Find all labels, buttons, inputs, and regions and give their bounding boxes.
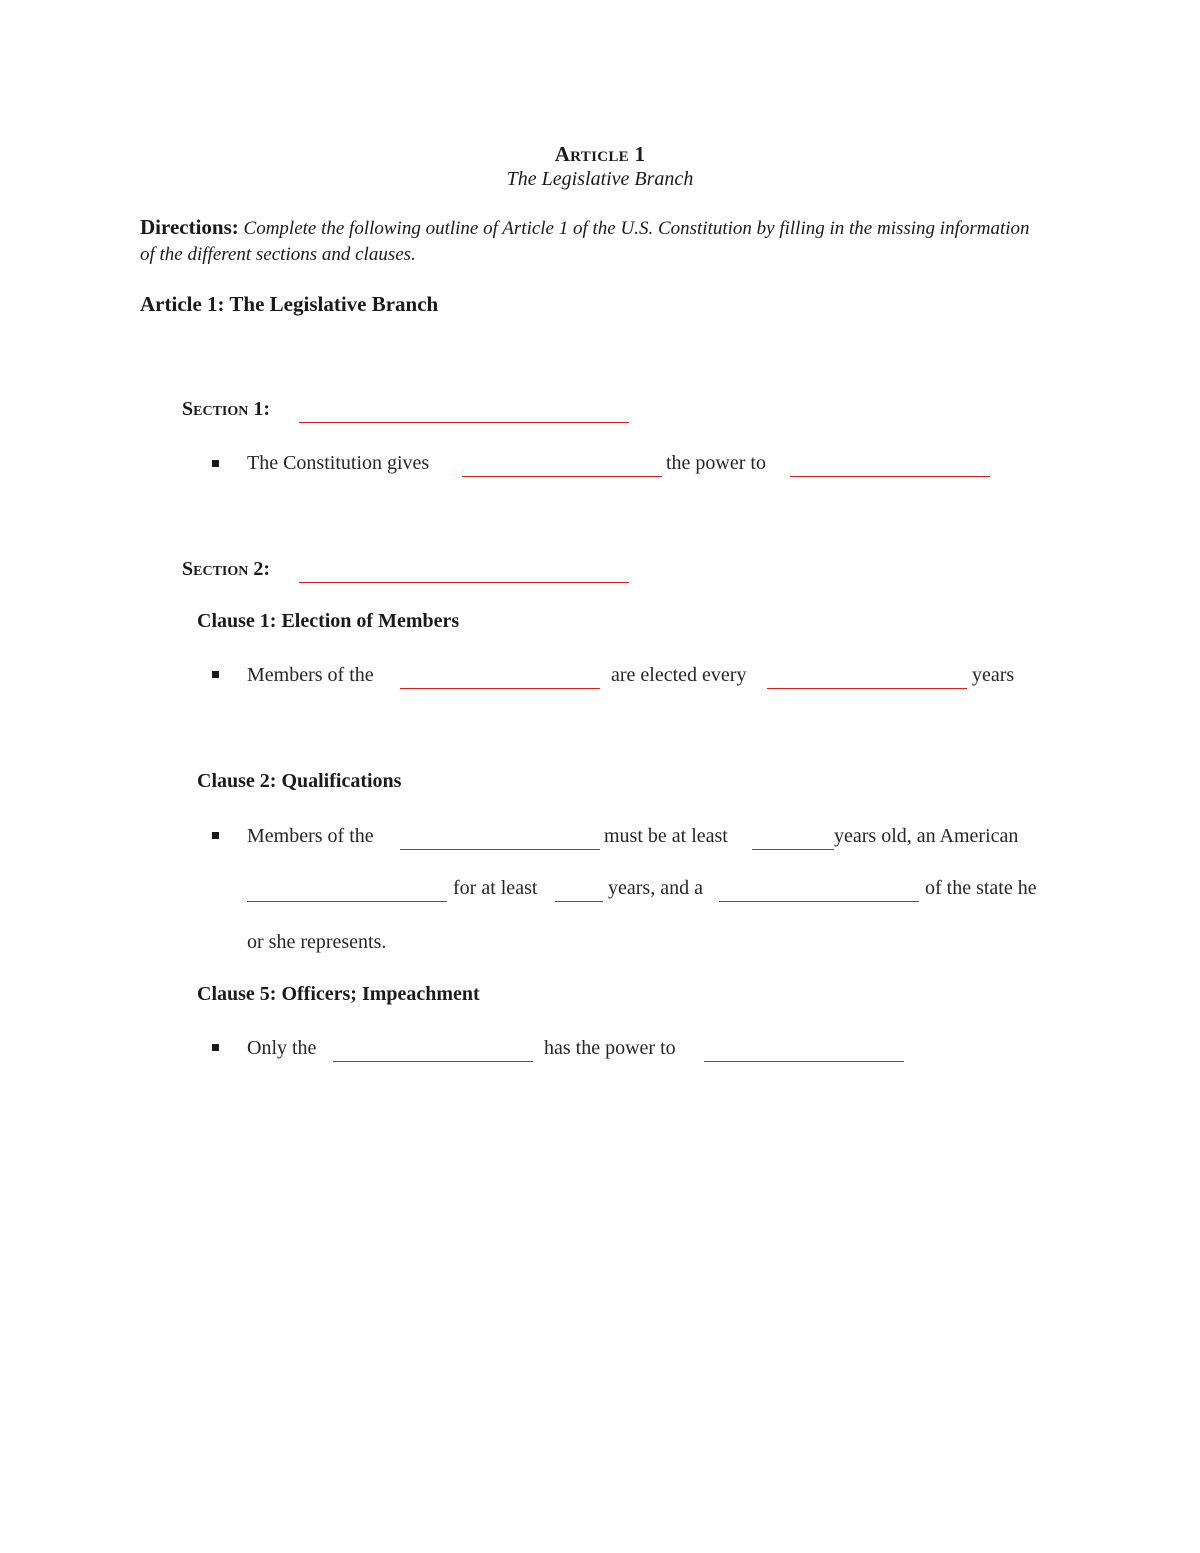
clause2-text2: must be at least <box>604 825 728 847</box>
clause5-blank-house[interactable] <box>333 1041 533 1062</box>
clause1-text2: are elected every <box>611 664 747 686</box>
section1-title-blank[interactable] <box>299 402 629 423</box>
clause1-text3: years <box>972 664 1015 686</box>
clause2-text1: Members of the <box>247 825 374 847</box>
clause1-blank-years[interactable] <box>767 668 967 689</box>
clause1-blank-house[interactable] <box>400 668 600 689</box>
section1-bullet-text2: the power to <box>666 452 766 474</box>
clause1-title: Clause 1: Election of Members <box>197 610 460 632</box>
clause5-title: Clause 5: Officers; Impeachment <box>197 983 480 1005</box>
clause2-blank-citizen[interactable] <box>247 881 447 902</box>
bullet-icon <box>212 832 219 839</box>
bullet-icon <box>212 671 219 678</box>
clause2-blank-house[interactable] <box>400 829 600 850</box>
section2-title-blank[interactable] <box>299 562 629 583</box>
clause2-blank-resident[interactable] <box>719 881 919 902</box>
section2-label: Section 2: <box>182 558 271 580</box>
directions <box>140 214 1040 268</box>
directions-label: Directions: <box>140 215 239 239</box>
bullet-icon <box>212 460 219 467</box>
article-heading: Article 1: The Legislative Branch <box>140 292 439 316</box>
clause2-text4: for at least <box>453 877 538 899</box>
clause2-text7: or she represents. <box>247 931 387 953</box>
clause5-text2: has the power to <box>544 1037 676 1059</box>
clause5-blank-power[interactable] <box>704 1041 904 1062</box>
bullet-icon <box>212 1044 219 1051</box>
page-title: Article 1 <box>554 142 646 166</box>
section1-bullet-text1: The Constitution gives <box>247 452 430 474</box>
clause2-text5: years, and a <box>608 877 703 899</box>
clause2-text6: of the state he <box>925 877 1037 899</box>
clause2-text3: years old, an American <box>834 825 1019 847</box>
clause5-text1: Only the <box>247 1037 317 1059</box>
clause2-blank-citizen-years[interactable] <box>555 881 603 902</box>
clause2-title: Clause 2: Qualifications <box>197 770 402 792</box>
directions-text: Complete the following outline of Article 1 of the U.S. Constitution by filling in the missing information of the different sections and clauses. <box>140 218 1030 265</box>
clause1-text1: Members of the <box>247 664 374 686</box>
page-subtitle: The Legislative Branch <box>506 168 694 190</box>
section1-blank-power[interactable] <box>790 456 990 477</box>
section1-blank-who[interactable] <box>462 456 662 477</box>
clause2-blank-age[interactable] <box>752 829 834 850</box>
section1-label: Section 1: <box>182 398 271 420</box>
